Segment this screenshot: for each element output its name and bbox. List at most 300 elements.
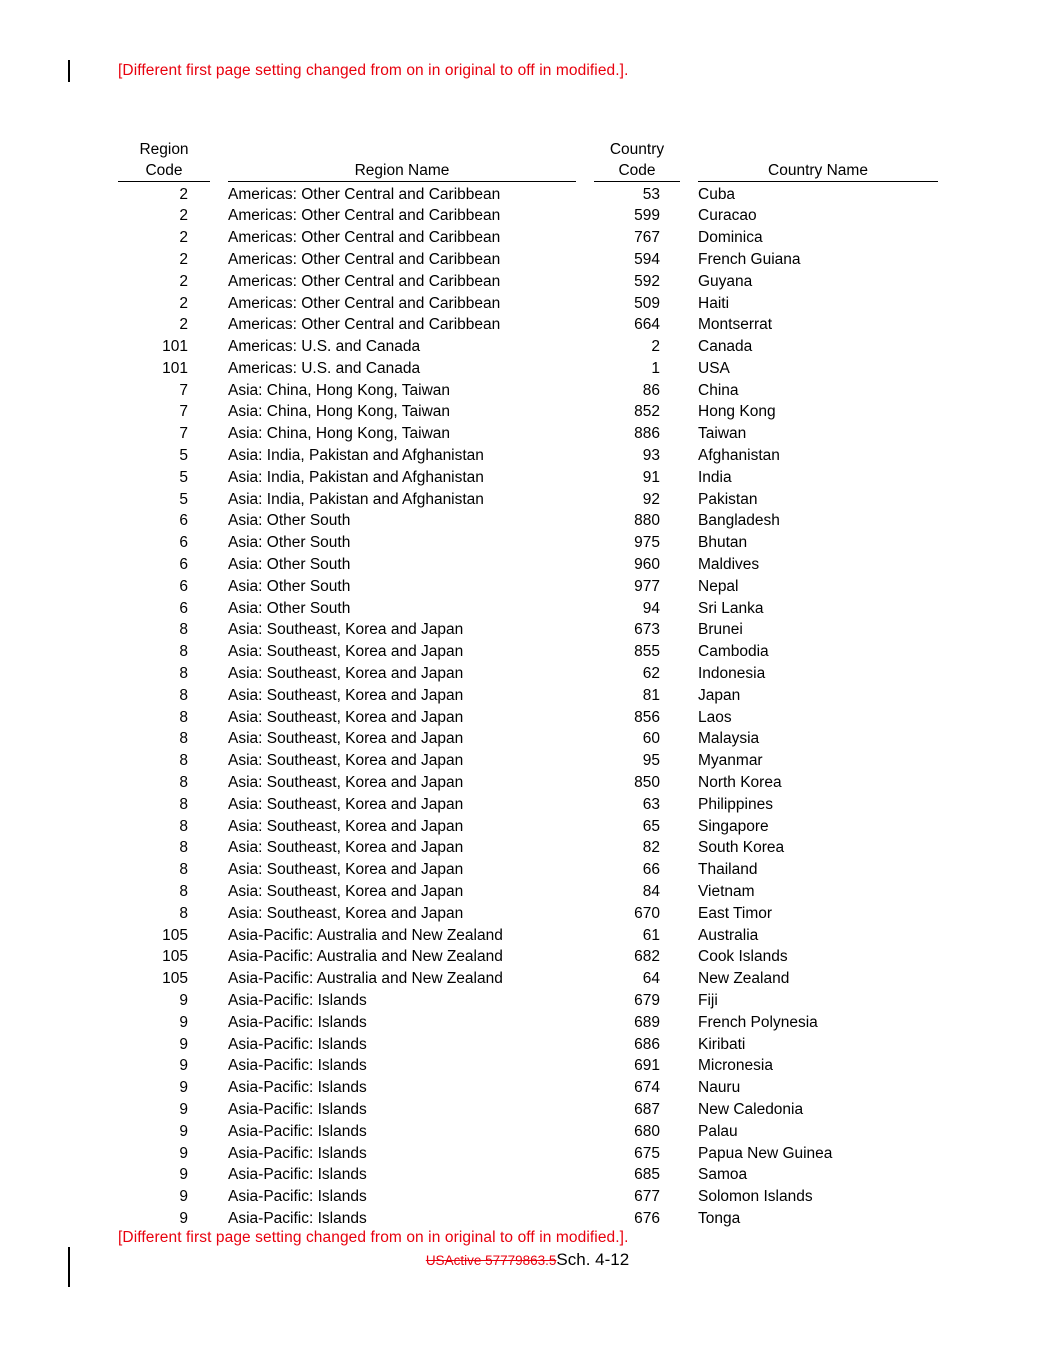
cell-gap bbox=[680, 1075, 698, 1097]
table-row bbox=[118, 509, 938, 531]
cell-gap bbox=[210, 1163, 228, 1185]
cell-gap bbox=[210, 1097, 228, 1119]
cell-country-name: Hong Kong bbox=[698, 403, 776, 421]
cell-gap bbox=[210, 1032, 228, 1054]
cell-region-name: Asia-Pacific: Islands bbox=[228, 1209, 367, 1227]
cell-country-name: Montserrat bbox=[698, 316, 773, 334]
table-row bbox=[118, 639, 938, 661]
cell-region-name: Asia-Pacific: Islands bbox=[228, 1100, 367, 1118]
table-row bbox=[118, 836, 938, 858]
cell-country-code: 599 bbox=[634, 207, 660, 225]
cell-gap bbox=[680, 748, 698, 770]
cell-region-code: 2 bbox=[179, 294, 188, 312]
cell-gap bbox=[210, 770, 228, 792]
cell-gap bbox=[210, 792, 228, 814]
cell-region-name: Americas: Other Central and Caribbean bbox=[228, 185, 501, 203]
header-spacer-3 bbox=[680, 140, 698, 182]
table-row bbox=[118, 596, 938, 618]
cell-country-code: 64 bbox=[642, 970, 660, 988]
cell-country-code: 2 bbox=[651, 338, 660, 356]
cell-region-code: 9 bbox=[179, 1035, 188, 1053]
cell-country-code: 66 bbox=[642, 861, 660, 879]
cell-country-code: 680 bbox=[634, 1122, 660, 1140]
revision-note-bottom: [Different first page setting changed from on in original to off in modified.]. bbox=[118, 1229, 629, 1246]
cell-region-name: Asia-Pacific: Islands bbox=[228, 1122, 367, 1140]
cell-region-name: Asia-Pacific: Islands bbox=[228, 1188, 367, 1206]
cell-region-code: 6 bbox=[179, 599, 188, 617]
cell-country-name: Micronesia bbox=[698, 1057, 773, 1075]
cell-country-code: 886 bbox=[634, 425, 660, 443]
cell-country-name: Maldives bbox=[698, 556, 760, 574]
cell-region-name: Asia: Southeast, Korea and Japan bbox=[228, 621, 464, 639]
cell-country-name: Thailand bbox=[698, 861, 758, 879]
cell-gap bbox=[680, 465, 698, 487]
cell-region-code: 2 bbox=[179, 250, 188, 268]
cell-country-name: North Korea bbox=[698, 774, 782, 792]
cell-gap bbox=[210, 683, 228, 705]
cell-gap bbox=[576, 1075, 594, 1097]
cell-gap bbox=[680, 705, 698, 727]
header-country-code: Country Code bbox=[594, 140, 680, 182]
table-row bbox=[118, 1010, 938, 1032]
cell-region-name: Asia: India, Pakistan and Afghanistan bbox=[228, 447, 484, 465]
cell-gap bbox=[576, 618, 594, 640]
cell-region-name: Americas: U.S. and Canada bbox=[228, 359, 421, 377]
cell-gap bbox=[576, 683, 594, 705]
cell-region-code: 105 bbox=[162, 970, 188, 988]
cell-region-code: 6 bbox=[179, 577, 188, 595]
cell-region-name: Asia: Other South bbox=[228, 556, 351, 574]
cell-gap bbox=[210, 443, 228, 465]
cell-gap bbox=[576, 792, 594, 814]
cell-gap bbox=[210, 204, 228, 226]
cell-country-code: 679 bbox=[634, 992, 660, 1009]
cell-gap bbox=[576, 1010, 594, 1032]
cell-gap bbox=[576, 879, 594, 901]
cell-country-name: Canada bbox=[698, 338, 753, 356]
revision-note-top: [Different first page setting changed from on in original to off in modified.]. bbox=[118, 62, 629, 79]
table-row bbox=[118, 618, 938, 640]
cell-region-name: Asia-Pacific: Islands bbox=[228, 1166, 367, 1184]
cell-country-code: 94 bbox=[642, 599, 660, 617]
cell-gap bbox=[680, 509, 698, 531]
cell-country-code: 691 bbox=[634, 1057, 660, 1075]
header-country-name-blank bbox=[698, 140, 938, 161]
cell-region-name: Americas: Other Central and Caribbean bbox=[228, 316, 501, 334]
cell-gap bbox=[680, 334, 698, 356]
cell-country-code: 977 bbox=[634, 577, 660, 595]
cell-country-name: Cuba bbox=[698, 185, 736, 203]
cell-gap bbox=[680, 683, 698, 705]
cell-gap bbox=[210, 661, 228, 683]
cell-country-name: French Polynesia bbox=[698, 1013, 818, 1031]
table-row bbox=[118, 683, 938, 705]
cell-gap bbox=[680, 182, 698, 204]
header-spacer-1 bbox=[210, 140, 228, 182]
cell-gap bbox=[210, 530, 228, 552]
cell-region-name: Americas: Other Central and Caribbean bbox=[228, 272, 501, 290]
table-row bbox=[118, 1184, 938, 1206]
cell-country-code: 850 bbox=[634, 774, 660, 792]
cell-region-name: Americas: Other Central and Caribbean bbox=[228, 294, 501, 312]
cell-gap bbox=[210, 836, 228, 858]
cell-country-code: 767 bbox=[634, 229, 660, 247]
cell-region-name: Asia-Pacific: Islands bbox=[228, 1013, 367, 1031]
cell-gap bbox=[210, 1141, 228, 1163]
cell-gap bbox=[210, 988, 228, 1010]
table-row bbox=[118, 421, 938, 443]
cell-country-name: Haiti bbox=[698, 294, 730, 312]
cell-country-code: 677 bbox=[634, 1188, 660, 1206]
cell-country-name: Singapore bbox=[698, 817, 769, 835]
table-row bbox=[118, 182, 938, 204]
cell-region-name: Asia: Other South bbox=[228, 512, 351, 530]
cell-country-name: USA bbox=[698, 359, 730, 377]
cell-gap bbox=[680, 618, 698, 640]
cell-country-code: 673 bbox=[634, 621, 660, 639]
cell-country-code: 685 bbox=[634, 1166, 660, 1184]
cell-gap bbox=[576, 204, 594, 226]
cell-country-name: Brunei bbox=[698, 621, 743, 639]
cell-region-name: Americas: Other Central and Caribbean bbox=[228, 250, 501, 268]
cell-gap bbox=[210, 748, 228, 770]
cell-region-name: Asia: China, Hong Kong, Taiwan bbox=[228, 381, 451, 399]
cell-gap bbox=[210, 901, 228, 923]
cell-region-code: 101 bbox=[162, 338, 188, 356]
cell-region-code: 8 bbox=[179, 817, 188, 835]
cell-gap bbox=[576, 661, 594, 683]
cell-country-name: Pakistan bbox=[698, 490, 758, 508]
cell-region-code: 105 bbox=[162, 926, 188, 944]
table-row bbox=[118, 1119, 938, 1141]
cell-region-code: 9 bbox=[179, 1144, 188, 1162]
cell-country-code: 855 bbox=[634, 643, 660, 661]
cell-gap bbox=[576, 225, 594, 247]
cell-gap bbox=[680, 901, 698, 923]
cell-country-code: 675 bbox=[634, 1144, 660, 1162]
cell-gap bbox=[576, 1097, 594, 1119]
cell-gap bbox=[680, 1184, 698, 1206]
cell-gap bbox=[210, 1206, 228, 1228]
cell-country-name: South Korea bbox=[698, 839, 785, 857]
cell-gap bbox=[680, 378, 698, 400]
table-row bbox=[118, 988, 938, 1010]
cell-gap bbox=[680, 313, 698, 335]
cell-gap bbox=[210, 1075, 228, 1097]
cell-gap bbox=[576, 1119, 594, 1141]
cell-region-name: Asia-Pacific: Islands bbox=[228, 992, 367, 1009]
cell-region-code: 8 bbox=[179, 795, 188, 813]
cell-region-code: 5 bbox=[179, 490, 188, 508]
cell-gap bbox=[210, 1119, 228, 1141]
cell-region-name: Asia: Other South bbox=[228, 599, 351, 617]
cell-country-name: Cook Islands bbox=[698, 948, 788, 966]
cell-gap bbox=[210, 356, 228, 378]
table-body bbox=[118, 182, 938, 1228]
cell-country-code: 682 bbox=[634, 948, 660, 966]
cell-region-code: 9 bbox=[179, 992, 188, 1009]
table-row bbox=[118, 792, 938, 814]
cell-country-name: Vietnam bbox=[698, 883, 755, 901]
cell-country-code: 592 bbox=[634, 272, 660, 290]
cell-country-code: 62 bbox=[642, 665, 660, 683]
header-region-name: Region Name bbox=[228, 140, 576, 182]
cell-country-name: Guyana bbox=[698, 272, 753, 290]
cell-region-name: Asia: Southeast, Korea and Japan bbox=[228, 730, 464, 748]
cell-country-name: Afghanistan bbox=[698, 447, 780, 465]
cell-gap bbox=[576, 639, 594, 661]
cell-gap bbox=[576, 1184, 594, 1206]
cell-country-name: French Guiana bbox=[698, 250, 801, 268]
cell-region-code: 6 bbox=[179, 512, 188, 530]
cell-gap bbox=[210, 509, 228, 531]
cell-region-code: 2 bbox=[179, 185, 188, 203]
cell-gap bbox=[680, 661, 698, 683]
table-row bbox=[118, 901, 938, 923]
cell-region-code: 8 bbox=[179, 665, 188, 683]
table-row bbox=[118, 879, 938, 901]
cell-gap bbox=[210, 879, 228, 901]
document-id: USActive 57779863.5 bbox=[425, 1253, 557, 1268]
cell-region-code: 9 bbox=[179, 1100, 188, 1118]
cell-gap bbox=[680, 443, 698, 465]
cell-gap bbox=[210, 313, 228, 335]
cell-country-code: 81 bbox=[642, 686, 660, 704]
cell-gap bbox=[680, 225, 698, 247]
cell-gap bbox=[210, 378, 228, 400]
table-row bbox=[118, 291, 938, 313]
cell-country-name: New Caledonia bbox=[698, 1100, 804, 1118]
cell-region-code: 8 bbox=[179, 774, 188, 792]
cell-gap bbox=[576, 836, 594, 858]
cell-gap bbox=[210, 814, 228, 836]
table-row bbox=[118, 443, 938, 465]
table-row bbox=[118, 1054, 938, 1076]
table-row bbox=[118, 814, 938, 836]
cell-region-name: Asia: Southeast, Korea and Japan bbox=[228, 643, 464, 661]
cell-region-name: Asia: China, Hong Kong, Taiwan bbox=[228, 425, 451, 443]
cell-gap bbox=[576, 705, 594, 727]
table-row bbox=[118, 1075, 938, 1097]
cell-country-code: 91 bbox=[642, 468, 660, 486]
cell-region-code: 8 bbox=[179, 643, 188, 661]
cell-gap bbox=[576, 465, 594, 487]
cell-gap bbox=[210, 574, 228, 596]
table-row bbox=[118, 530, 938, 552]
cell-gap bbox=[576, 727, 594, 749]
table-row bbox=[118, 923, 938, 945]
cell-region-code: 5 bbox=[179, 447, 188, 465]
table-row bbox=[118, 552, 938, 574]
cell-country-name: Taiwan bbox=[698, 425, 747, 443]
cell-gap bbox=[680, 421, 698, 443]
table-row bbox=[118, 356, 938, 378]
cell-country-code: 86 bbox=[642, 381, 660, 399]
cell-country-code: 60 bbox=[642, 730, 660, 748]
cell-country-name: Fiji bbox=[698, 992, 718, 1009]
header-country-name: Country Name bbox=[698, 140, 938, 182]
cell-gap bbox=[210, 705, 228, 727]
table-row bbox=[118, 487, 938, 509]
change-bar-top bbox=[68, 60, 70, 82]
cell-region-code: 2 bbox=[179, 207, 188, 225]
cell-gap bbox=[576, 901, 594, 923]
cell-region-code: 9 bbox=[179, 1013, 188, 1031]
cell-region-name: Americas: U.S. and Canada bbox=[228, 338, 421, 356]
cell-country-code: 686 bbox=[634, 1035, 660, 1053]
table-row bbox=[118, 247, 938, 269]
cell-gap bbox=[210, 400, 228, 422]
cell-country-name: Curacao bbox=[698, 207, 757, 225]
cell-region-code: 8 bbox=[179, 752, 188, 770]
cell-region-code: 8 bbox=[179, 904, 188, 922]
cell-country-code: 93 bbox=[642, 447, 660, 465]
cell-region-code: 8 bbox=[179, 839, 188, 857]
table-row bbox=[118, 378, 938, 400]
cell-region-code: 6 bbox=[179, 534, 188, 552]
cell-region-code: 5 bbox=[179, 468, 188, 486]
cell-gap bbox=[210, 487, 228, 509]
cell-gap bbox=[680, 1119, 698, 1141]
cell-gap bbox=[680, 204, 698, 226]
cell-gap bbox=[680, 1010, 698, 1032]
cell-gap bbox=[576, 1054, 594, 1076]
cell-region-name: Asia: Southeast, Korea and Japan bbox=[228, 904, 464, 922]
cell-gap bbox=[680, 1032, 698, 1054]
table-row bbox=[118, 313, 938, 335]
cell-region-name: Asia: China, Hong Kong, Taiwan bbox=[228, 403, 451, 421]
cell-country-name: Myanmar bbox=[698, 752, 763, 770]
table-row bbox=[118, 857, 938, 879]
cell-country-name: Solomon Islands bbox=[698, 1188, 813, 1206]
cell-gap bbox=[210, 552, 228, 574]
cell-country-code: 852 bbox=[634, 403, 660, 421]
cell-country-code: 689 bbox=[634, 1013, 660, 1031]
cell-gap bbox=[680, 269, 698, 291]
cell-gap bbox=[680, 923, 698, 945]
cell-region-code: 8 bbox=[179, 883, 188, 901]
header-region-code: Region Code bbox=[118, 140, 210, 182]
table-row bbox=[118, 770, 938, 792]
cell-gap bbox=[680, 836, 698, 858]
cell-country-name: Bangladesh bbox=[698, 512, 780, 530]
cell-gap bbox=[680, 1097, 698, 1119]
cell-gap bbox=[680, 966, 698, 988]
cell-region-name: Asia-Pacific: Islands bbox=[228, 1035, 367, 1053]
cell-gap bbox=[680, 1163, 698, 1185]
cell-gap bbox=[210, 465, 228, 487]
cell-country-name: Australia bbox=[698, 926, 759, 944]
header-spacer-2 bbox=[576, 140, 594, 182]
cell-gap bbox=[680, 770, 698, 792]
cell-country-code: 509 bbox=[634, 294, 660, 312]
cell-gap bbox=[680, 879, 698, 901]
cell-gap bbox=[576, 1163, 594, 1185]
cell-region-code: 7 bbox=[179, 403, 188, 421]
cell-gap bbox=[576, 748, 594, 770]
cell-gap bbox=[576, 966, 594, 988]
cell-gap bbox=[210, 923, 228, 945]
cell-gap bbox=[576, 1032, 594, 1054]
cell-gap bbox=[576, 945, 594, 967]
cell-region-name: Asia: Other South bbox=[228, 534, 351, 552]
cell-gap bbox=[576, 552, 594, 574]
table-row bbox=[118, 1097, 938, 1119]
cell-gap bbox=[210, 225, 228, 247]
table-row bbox=[118, 705, 938, 727]
page-label: Sch. 4-12 bbox=[556, 1250, 630, 1269]
table-row bbox=[118, 1206, 938, 1228]
cell-gap bbox=[210, 182, 228, 204]
cell-country-code: 674 bbox=[634, 1079, 660, 1097]
cell-gap bbox=[680, 945, 698, 967]
cell-country-code: 975 bbox=[634, 534, 660, 552]
cell-region-name: Asia: Southeast, Korea and Japan bbox=[228, 665, 464, 683]
cell-gap bbox=[680, 639, 698, 661]
cell-gap bbox=[680, 857, 698, 879]
cell-gap bbox=[680, 792, 698, 814]
cell-country-name: Philippines bbox=[698, 795, 773, 813]
cell-region-name: Asia: Southeast, Korea and Japan bbox=[228, 839, 464, 857]
cell-country-code: 53 bbox=[642, 185, 660, 203]
cell-gap bbox=[576, 334, 594, 356]
cell-region-code: 7 bbox=[179, 425, 188, 443]
cell-region-name: Asia-Pacific: Australia and New Zealand bbox=[228, 926, 503, 944]
cell-gap bbox=[680, 814, 698, 836]
cell-country-code: 594 bbox=[634, 250, 660, 268]
cell-country-name: India bbox=[698, 468, 732, 486]
cell-region-name: Asia: India, Pakistan and Afghanistan bbox=[228, 468, 484, 486]
cell-region-name: Asia: Southeast, Korea and Japan bbox=[228, 752, 464, 770]
cell-region-code: 105 bbox=[162, 948, 188, 966]
cell-region-name: Americas: Other Central and Caribbean bbox=[228, 207, 501, 225]
cell-region-name: Asia-Pacific: Islands bbox=[228, 1079, 367, 1097]
cell-country-name: Nauru bbox=[698, 1079, 741, 1097]
cell-country-code: 670 bbox=[634, 904, 660, 922]
cell-region-name: Asia-Pacific: Islands bbox=[228, 1144, 367, 1162]
cell-region-code: 8 bbox=[179, 730, 188, 748]
cell-gap bbox=[680, 1054, 698, 1076]
cell-gap bbox=[680, 400, 698, 422]
cell-region-code: 8 bbox=[179, 708, 188, 726]
table-row bbox=[118, 574, 938, 596]
cell-region-code: 101 bbox=[162, 359, 188, 377]
cell-gap bbox=[576, 247, 594, 269]
cell-region-code: 9 bbox=[179, 1209, 188, 1227]
cell-gap bbox=[680, 530, 698, 552]
table-row bbox=[118, 225, 938, 247]
cell-region-name: Asia: Southeast, Korea and Japan bbox=[228, 883, 464, 901]
cell-country-code: 82 bbox=[642, 839, 660, 857]
cell-region-name: Asia: India, Pakistan and Afghanistan bbox=[228, 490, 484, 508]
cell-gap bbox=[210, 639, 228, 661]
cell-country-code: 61 bbox=[642, 926, 660, 944]
header-region-name-blank bbox=[228, 140, 576, 161]
cell-country-name: Indonesia bbox=[698, 665, 766, 683]
cell-gap bbox=[210, 421, 228, 443]
cell-country-code: 880 bbox=[634, 512, 660, 530]
cell-gap bbox=[210, 1184, 228, 1206]
cell-region-code: 8 bbox=[179, 686, 188, 704]
table-row bbox=[118, 334, 938, 356]
cell-gap bbox=[576, 923, 594, 945]
table-row bbox=[118, 945, 938, 967]
page-footer bbox=[0, 1250, 1055, 1270]
cell-country-code: 63 bbox=[642, 795, 660, 813]
cell-region-code: 9 bbox=[179, 1166, 188, 1184]
cell-country-name: New Zealand bbox=[698, 970, 790, 988]
cell-country-code: 92 bbox=[642, 490, 660, 508]
